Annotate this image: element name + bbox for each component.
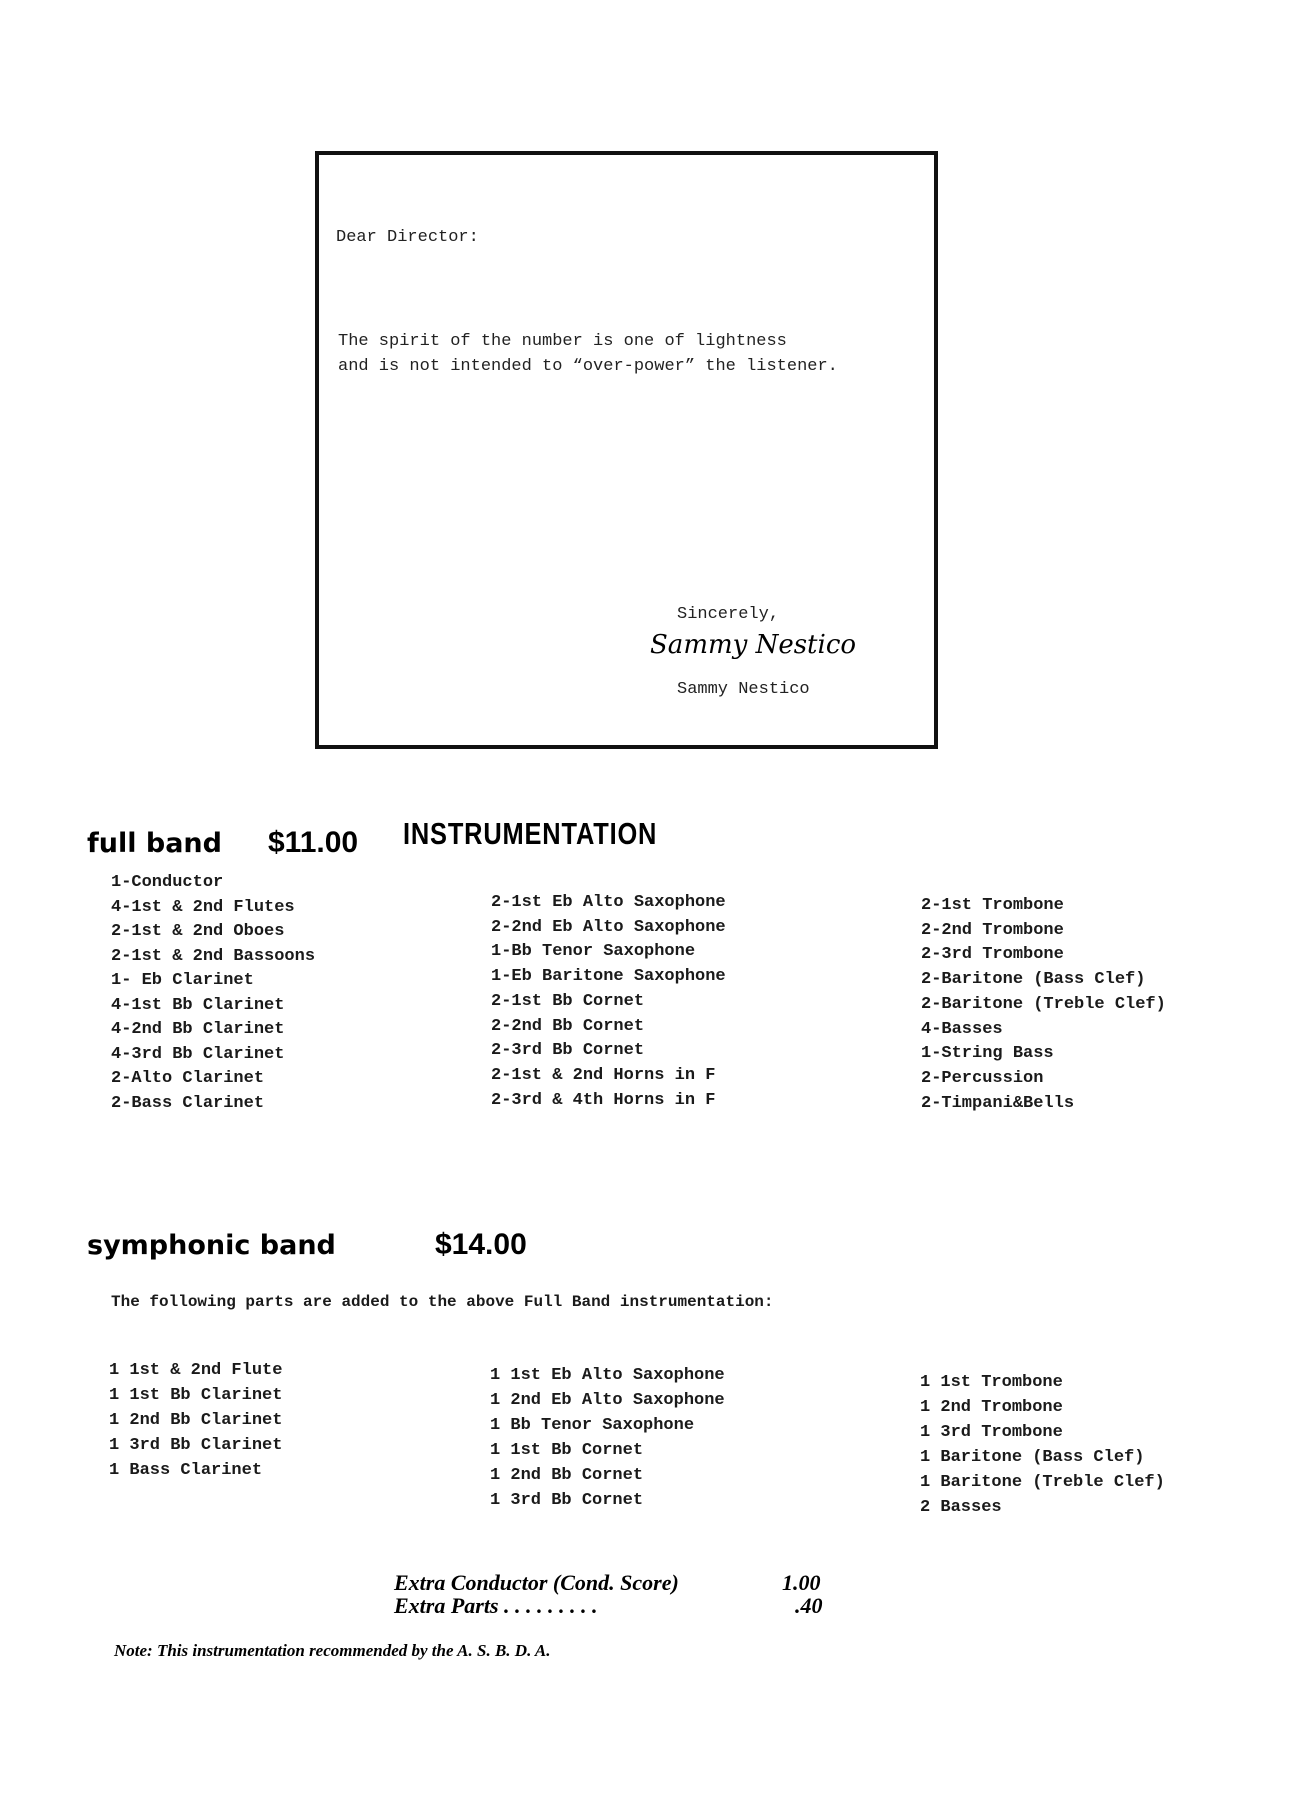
instrument-line: 2-Baritone (Bass Clef) bbox=[921, 970, 1146, 990]
instrument-line: 2-1st & 2nd Oboes bbox=[111, 922, 285, 941]
instrument-line: 2-3rd & 4th Horns in F bbox=[491, 1090, 716, 1110]
instrument-line: 1 Bass Clarinet bbox=[109, 1461, 263, 1480]
extra-parts-label: Extra Parts . . . . . . . . . bbox=[394, 1593, 598, 1618]
instrument-line: 2-1st & 2nd Bassoons bbox=[111, 946, 316, 966]
instrument-line: 2-2nd Trombone bbox=[921, 920, 1064, 940]
instrument-line: 1 1st Trombone bbox=[920, 1373, 1063, 1392]
extra-conductor-label: Extra Conductor (Cond. Score) bbox=[394, 1570, 679, 1595]
instrument-line: 4-Basses bbox=[921, 1019, 1003, 1039]
instrument-line: 2 Basses bbox=[920, 1498, 1002, 1517]
letter-signer: Sammy Nestico bbox=[677, 680, 810, 699]
symphonic-band-heading: symphonic band bbox=[87, 1230, 336, 1261]
instrument-line: 1 2nd Trombone bbox=[920, 1398, 1063, 1417]
letter-body-line-1: The spirit of the number is one of lightness bbox=[338, 332, 787, 351]
instrumentation-title: INSTRUMENTATION bbox=[403, 816, 658, 851]
instrument-line: 1 2nd Eb Alto Saxophone bbox=[490, 1391, 725, 1410]
extra-parts-price: .40 bbox=[795, 1593, 823, 1618]
instrument-line: 2-1st Bb Cornet bbox=[491, 991, 645, 1011]
symphonic-band-intro: The following parts are added to the above Full Band instrumentation: bbox=[111, 1293, 774, 1311]
instrument-line: 1-Conductor bbox=[111, 873, 224, 892]
instrument-line: 2-Bass Clarinet bbox=[111, 1093, 265, 1113]
instrument-line: 2-2nd Eb Alto Saxophone bbox=[491, 917, 726, 937]
instrument-line: 2-1st & 2nd Horns in F bbox=[491, 1065, 716, 1085]
handwritten-signature: Sammy Nestico bbox=[650, 630, 857, 660]
instrument-line: 1 1st Eb Alto Saxophone bbox=[490, 1366, 725, 1385]
instrument-line: 2-1st Eb Alto Saxophone bbox=[491, 893, 726, 912]
letter-body-line-2: and is not intended to “over-power” the listener. bbox=[338, 357, 838, 376]
footnote: Note: This instrumentation recommended by the A. S. B. D. A. bbox=[114, 1641, 551, 1660]
letter-closing: Sincerely, bbox=[677, 605, 780, 624]
instrument-line: 2-2nd Bb Cornet bbox=[491, 1016, 645, 1036]
instrument-line: 1 3rd Bb Clarinet bbox=[109, 1436, 283, 1455]
instrument-line: 4-1st & 2nd Flutes bbox=[111, 897, 295, 917]
full-band-price: $11.00 bbox=[268, 826, 359, 859]
instrument-line: 2-3rd Bb Cornet bbox=[491, 1041, 645, 1061]
instrument-line: 1 2nd Bb Cornet bbox=[490, 1466, 644, 1485]
instrument-line: 1 Bb Tenor Saxophone bbox=[490, 1416, 695, 1435]
instrument-line: 4-1st Bb Clarinet bbox=[111, 995, 285, 1015]
instrument-line: 1 Baritone (Treble Clef) bbox=[920, 1473, 1165, 1492]
instrument-line: 2-Baritone (Treble Clef) bbox=[921, 994, 1166, 1014]
instrument-line: 1 3rd Trombone bbox=[920, 1423, 1063, 1442]
instrument-line: 2-Percussion bbox=[921, 1068, 1044, 1088]
instrument-line: 1 1st Bb Cornet bbox=[490, 1441, 644, 1460]
instrument-line: 1 2nd Bb Clarinet bbox=[109, 1411, 283, 1430]
instrument-line: 1- Eb Clarinet bbox=[111, 971, 254, 990]
instrument-line: 2-3rd Trombone bbox=[921, 945, 1064, 965]
instrument-line: 1-Bb Tenor Saxophone bbox=[491, 942, 696, 962]
instrument-line: 1-String Bass bbox=[921, 1044, 1054, 1064]
symphonic-band-price: $14.00 bbox=[435, 1228, 527, 1261]
instrument-line: 1 Baritone (Bass Clef) bbox=[920, 1448, 1145, 1467]
instrument-line: 2-Timpani&Bells bbox=[921, 1093, 1075, 1113]
instrument-line: 4-3rd Bb Clarinet bbox=[111, 1044, 285, 1064]
instrument-line: 2-1st Trombone bbox=[921, 896, 1064, 915]
instrument-line: 1 1st & 2nd Flute bbox=[109, 1361, 283, 1380]
instrument-line: 4-2nd Bb Clarinet bbox=[111, 1020, 285, 1039]
extra-conductor-price: 1.00 bbox=[782, 1570, 821, 1595]
instrument-line: 1 3rd Bb Cornet bbox=[490, 1491, 644, 1510]
instrument-line: 1-Eb Baritone Saxophone bbox=[491, 967, 726, 987]
letter-greeting: Dear Director: bbox=[336, 228, 479, 247]
full-band-heading: full band bbox=[87, 828, 222, 859]
instrument-line: 2-Alto Clarinet bbox=[111, 1069, 265, 1088]
instrument-line: 1 1st Bb Clarinet bbox=[109, 1386, 283, 1405]
